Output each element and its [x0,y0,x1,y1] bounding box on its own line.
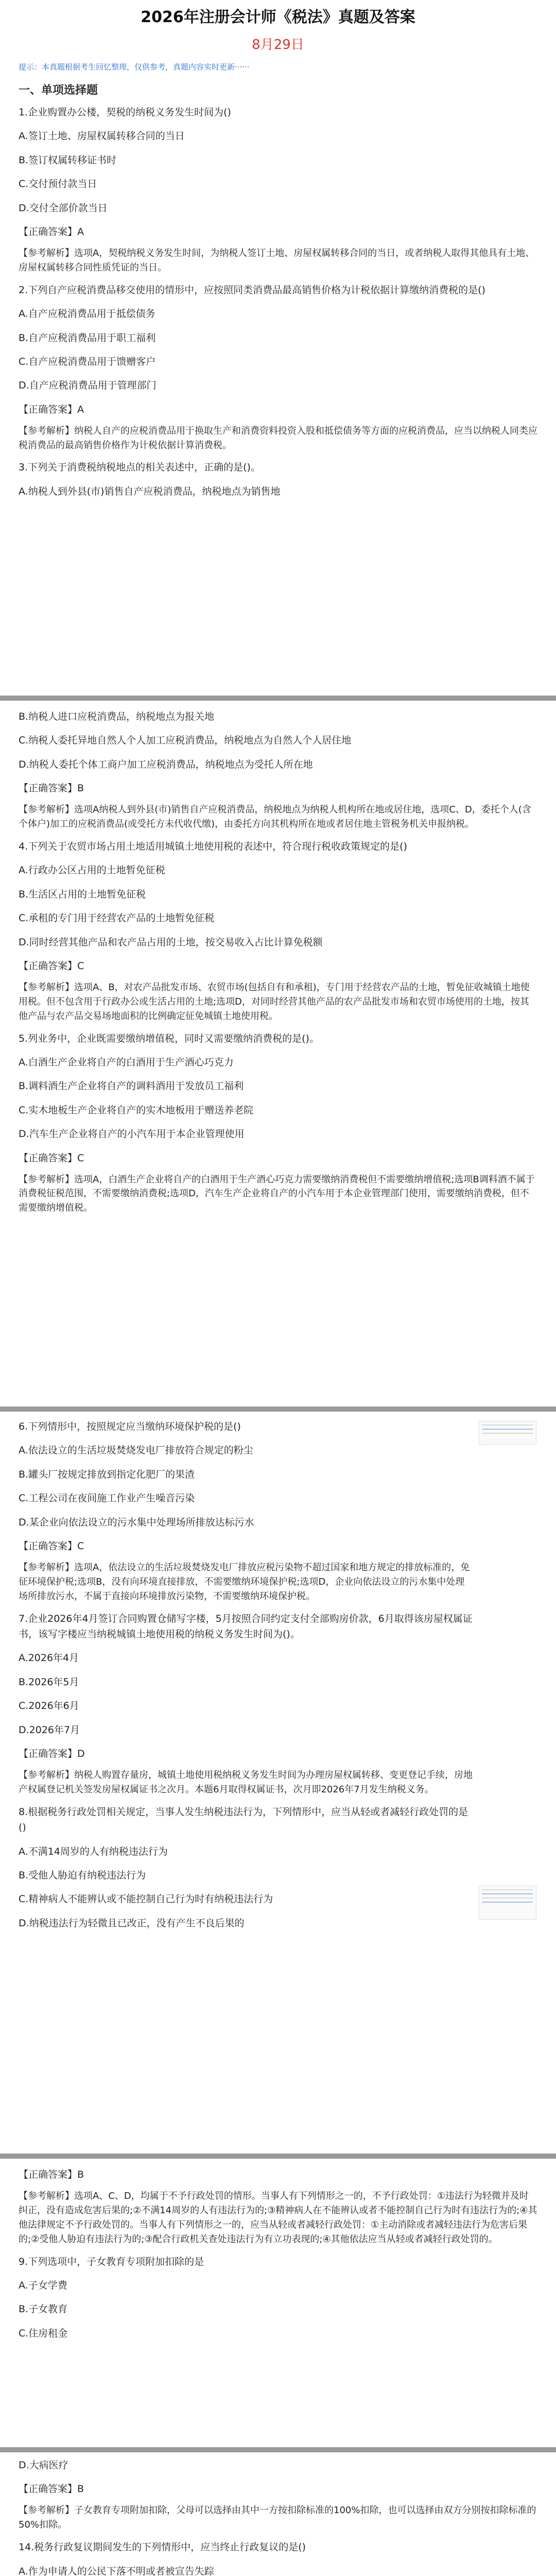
question-text: 3.下列关于消费税纳税地点的相关表述中，正确的是()。 [19,462,260,473]
answer: 【正确答案】C [19,1540,84,1552]
option: B.调料酒生产企业将自产的调料酒用于发放员工福利 [19,1080,244,1092]
explanation: 【参考解析】选项A、C、D，均属于不予行政处罚的情形。当事人有下列情形之一的，不予行政处罚：①违法行为轻微并及时纠正，没有造成危害后果的;②不满14周岁的人有违法行为的;③精神病人在不能辨认或者不能控制自己行为时有违法行为的;④其他法律规定不予行政处罚的。当事人有下列情形之一的，应当从轻或者减轻行政处罚：①主动消除或者减轻违法行为危害后果的;②受他人胁迫有违法行为的;③配合行政机关查处违法行为有立功表现的;④其他依法应当从轻或者减轻行政处罚的。 [19,2191,537,2245]
option: B.纳税人进口应税消费品，纳税地点为报关地 [19,711,215,722]
option: A.不满14周岁的人有纳税违法行为 [19,1845,168,1857]
page-divider [0,696,556,701]
option: C.实木地板生产企业将自产的实木地板用于赠送养老院 [19,1104,254,1116]
option: D.某企业向依法设立的污水集中处理场所排放达标污水 [19,1516,254,1528]
option: D.纳税人委托个体工商户加工应税消费品，纳税地点为受托人所在地 [19,758,313,770]
question-block [19,1031,537,1216]
question-block [19,2458,537,2532]
question-text: 2.下列自产应税消费品移交使用的情形中，应按照同类消费品最高销售价格为计税依据计算缴纳消费税的是() [19,284,485,296]
option: D.交付全部价款当日 [19,202,108,214]
option: D.自产应税消费品用于管理部门 [19,380,157,392]
option: C.精神病人不能辨认或不能控制自己行为时有纳税违法行为 [19,1893,273,1905]
explanation: 【参考解析】选项A，白酒生产企业将自产的白酒用于生产酒心巧克力需要缴纳消费税但不需要缴纳增值税;选项B调料酒不属于消费税征税范围，不需要缴纳消费税;选项D，汽车生产企业将自产的小汽车用于本企业管理部门使用，需要缴纳消费税，但不需要缴纳增值税。 [19,1174,535,1214]
option: A.白酒生产企业将自产的白酒用于生产酒心巧克力 [19,1056,234,1068]
question-block [19,839,537,1024]
explanation: 【参考解析】选项A，契税纳税义务发生时间，为纳税人签订土地、房屋权属转移合同的当日，或者纳税人取得其他具有土地、房屋权属转移合同性质凭证的当日。 [19,247,535,273]
question-text: 7.企业2026年4月签订合同购置仓储写字楼，5月按照合同约定支付全部购房价款，6月取得该房屋权属证书，该写字楼应当纳税城镇土地使用税的纳税义务发生时间为()。 [19,1613,473,1640]
explanation: 【参考解析】选项A、B，对农产品批发市场、农贸市场(包括自有和承租)，专门用于经营农产品的土地，暂免征收城镇土地使用税。但不包含用于行政办公或生活占用的土地;选项D，对同时经营其他产品的农产品批发市场和农贸市场使用的土地，按其他产品与农产品交易场地面积的比例确定征免城镇土地使用税。 [19,981,530,1022]
option: A.自产应税消费品用于抵偿债务 [19,308,155,320]
question-block [19,282,537,453]
option: A.子女学费 [19,2279,67,2291]
answer: 【正确答案】B [19,783,84,794]
option: B.罐头厂按规定排放到指定化肥厂的果渣 [19,1468,195,1480]
question-block [19,105,537,275]
option: B.子女教育 [19,2303,68,2315]
option: A.2026年4月 [19,1652,79,1664]
option: C.自产应税消费品用于馈赠客户 [19,355,156,367]
option: D.2026年7月 [19,1724,80,1736]
question-block [19,460,537,499]
answer: 【正确答案】B [19,2169,84,2180]
question-block [19,1804,474,1931]
explanation: 【参考解析】纳税人购置存量房，城镇土地使用税纳税义务发生时间为办理房屋权属转移、变更登记手续，房地产权属登记机关签发房屋权属证书之次月。本题6月取得权属证书，次月即2026年7月发生纳税义务。 [19,1769,473,1795]
question-text: 8.根据税务行政处罚相关规定，当事人发生纳税违法行为，下列情形中，应当从轻或者减轻行政处罚的是() [19,1806,468,1834]
option: C.承租的专门用于经营农产品的土地暂免征税 [19,912,215,924]
option: A.签订土地、房屋权属转移合同的当日 [19,130,185,142]
question-block [19,1419,474,1604]
explanation: 【参考解析】子女教育专项附加扣除，父母可以选择由其中一方按扣除标准的100%扣除，也可以选择由双方分别按扣除标准的50%扣除。 [19,2505,536,2531]
page-segment-5 [0,2452,556,2576]
question-text: 4.下列关于农贸市场占用土地适用城镇土地使用税的表述中，符合现行税收政策规定的是() [19,840,407,852]
option: A.纳税人到外县(市)销售自产应税消费品，纳税地点为销售地 [19,485,281,497]
option: B.2026年5月 [19,1676,79,1688]
answer: 【正确答案】A [19,226,84,238]
page-divider [0,2154,556,2159]
section-title: 一、单项选择题 [19,84,98,97]
explanation: 【参考解析】选项A，依法设立的生活垃圾焚烧发电厂排放应税污染物不超过国家和地方规定的排放标准的，免征环境保护税;选项B，没有向环境直接排放，不需要缴纳环境保护税;选项D，企业向依法设立的污水集中处理场所排放污水，不属于直接向环境排放污染物，不需要缴纳环境保护税。 [19,1562,470,1602]
explanation: 【参考解析】纳税人自产的应税消费品用于换取生产和消费资料投资入股和抵偿债务等方面的应税消费品，应当以纳税人同类应税消费品的最高销售价格作为计税依据计算消费税。 [19,425,537,451]
page-divider [0,1406,556,1412]
answer: 【正确答案】B [19,2483,84,2495]
question-block [19,709,537,832]
question-text: 5.列业务中，企业既需要缴纳增值税，同时又需要缴纳消费税的是()。 [19,1032,319,1044]
question-block [19,1611,474,1797]
thumbnail-image [479,1421,536,1445]
exam-date: 8月29日 [252,37,304,53]
option: D.汽车生产企业将自产的小汽车用于本企业管理使用 [19,1128,245,1140]
question-block [19,2539,537,2576]
question-block [19,2167,537,2341]
question-text: 9.下列选项中，子女教育专项附加扣除的是 [19,2256,204,2267]
answer: 【正确答案】A [19,403,84,415]
option: B.受他人胁迫有纳税违法行为 [19,1869,146,1881]
option: C.住房租金 [19,2327,68,2339]
option: A.依法设立的生活垃圾焚烧发电厂排放符合规定的粉尘 [19,1445,253,1456]
option: D.纳税违法行为轻微且已改正，没有产生不良后果的 [19,1917,245,1929]
option: D.大病医疗 [19,2460,68,2471]
answer: 【正确答案】D [19,1748,85,1759]
option: C.工程公司在夜间施工作业产生噪音污染 [19,1493,195,1504]
option: A.行政办公区占用的土地暂免征税 [19,865,165,876]
page-divider [0,2447,556,2452]
option: C.2026年6月 [19,1700,79,1712]
option: C.纳税人委托异地自然人个人加工应税消费品，纳税地点为自然人个人居住地 [19,735,352,747]
answer: 【正确答案】C [19,1152,84,1164]
page-segment-1 [0,0,556,696]
update-notice: 提示：本真题根据考生回忆整理，仅供参考，真题内容实时更新······ [19,62,250,72]
question-text: 1.企业购置办公楼，契税的纳税义务发生时间为() [19,107,231,118]
option: A.作为申请人的公民下落不明或者被宣告失踪 [19,2565,214,2576]
thumbnail-image [479,1886,536,1920]
option: B.签订权属转移证书时 [19,154,117,166]
option: D.同时经营其他产品和农产品占用的土地，按交易收入占比计算免税额 [19,936,323,948]
question-text: 14.税务行政复议期间发生的下列情形中，应当终止行政复议的是() [19,2541,306,2553]
option: C.交付预付款当日 [19,178,97,190]
option: B.生活区占用的土地暂免征税 [19,888,146,900]
page-segment-2 [0,701,556,1406]
option: B.自产应税消费品用于职工福利 [19,332,156,344]
page-title: 2026年注册会计师《税法》真题及答案 [141,8,415,26]
page-segment-4 [0,2159,556,2447]
question-text: 6.下列情形中，按照规定应当缴纳环境保护税的是() [19,1421,241,1432]
explanation: 【参考解析】选项A纳税人到外县(市)销售自产应税消费品，纳税地点为纳税人机构所在地或居住地，选项C、D，委托个人(含个体户)加工的应税消费品(或受托方未代收代缴)，由委托方向其机构所在地或者居住地主管税务机关申报纳税。 [19,804,531,830]
page-segment-3 [0,1412,556,2154]
answer: 【正确答案】C [19,960,84,972]
